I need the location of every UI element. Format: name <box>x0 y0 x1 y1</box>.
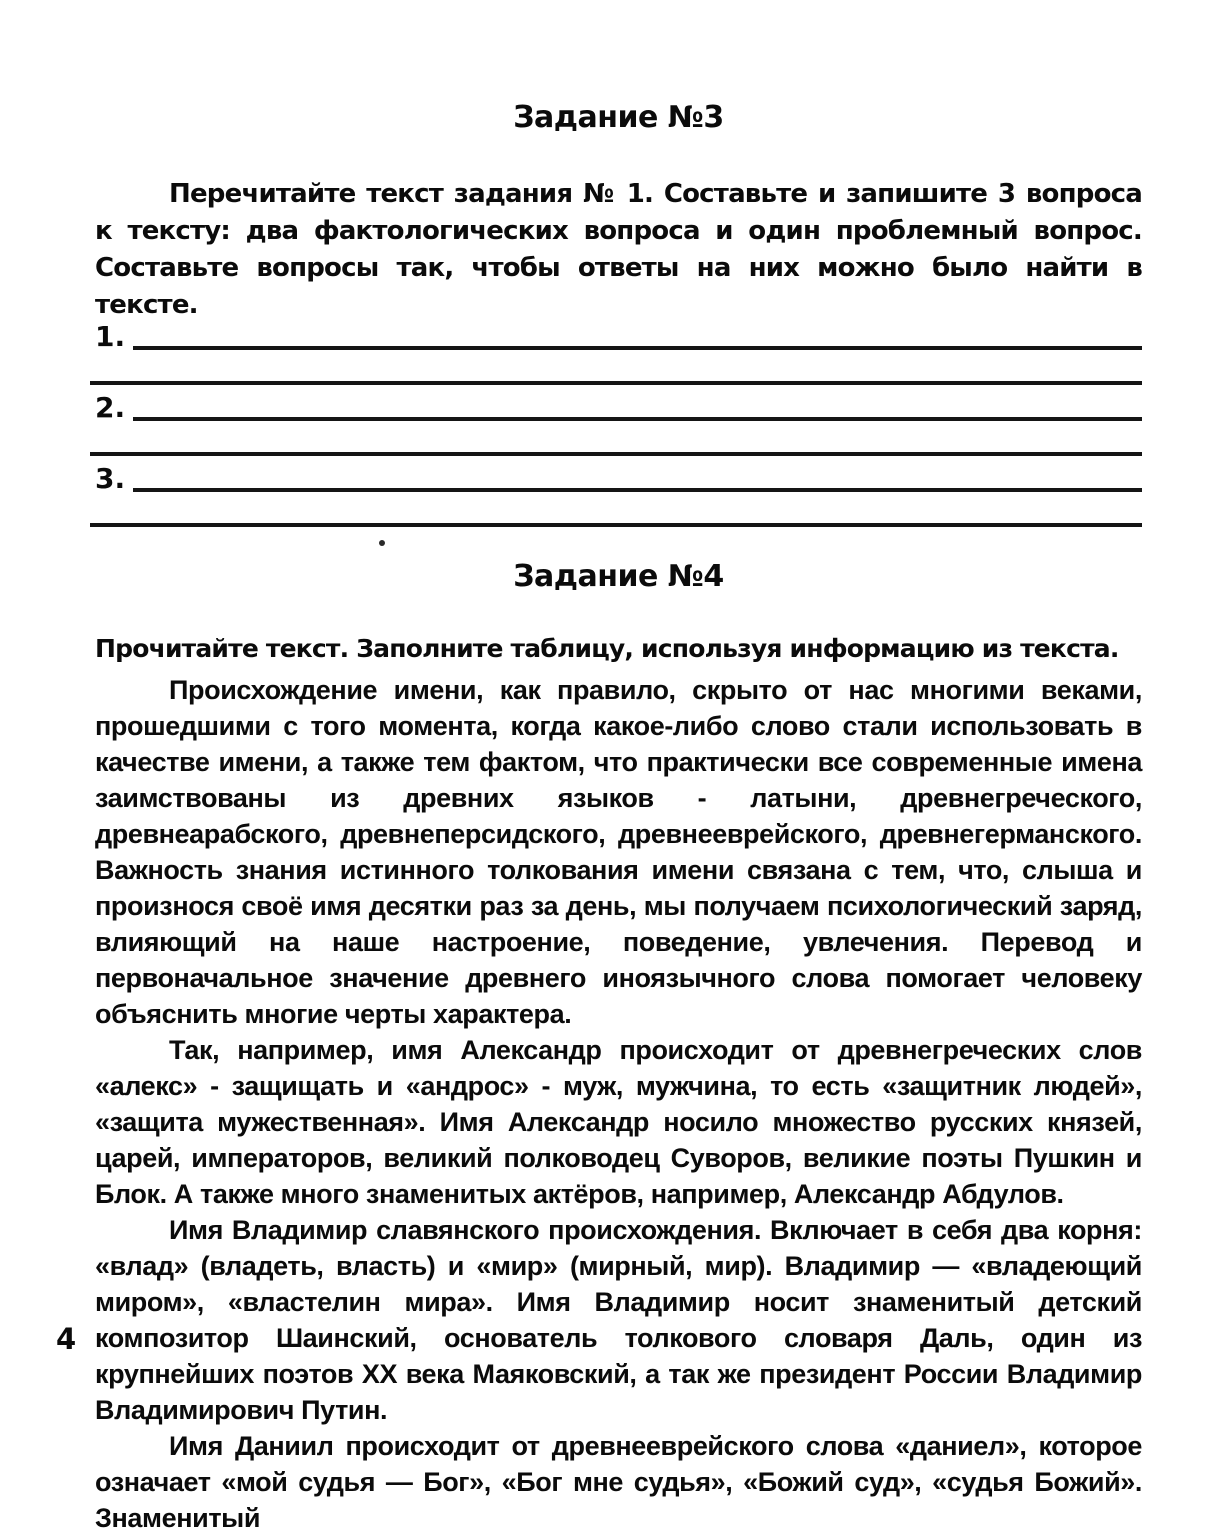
answer-blank-line <box>133 346 1142 350</box>
task4-reading-text <box>95 672 1142 1536</box>
scan-dot <box>379 540 385 546</box>
paragraph-alexander: Так, например, имя Александр происходит от древнегреческих слов «алекс» - защищать и «андрос» - муж, мужчина, то есть «защитник людей», «защита мужественная». Имя Александр носило множество русских князей, царей, императоров, великий полководец Суворов, великие поэты Пушкин и Блок. А также много знаменитых актёров, например, Александр Абдулов. <box>95 1035 1142 1209</box>
task4-instruction: Прочитайте текст. Заполните таблицу, используя информацию из текста. <box>95 634 1119 663</box>
task4-title: Задание №4 <box>513 559 724 594</box>
answer-blank-line <box>90 523 1142 527</box>
answer-blank-line <box>90 381 1142 385</box>
answer-blank-line <box>90 452 1142 456</box>
page-number: 4 <box>56 1322 77 1356</box>
answer-item-3-number: 3. <box>95 462 126 495</box>
answer-item-2-number: 2. <box>95 391 126 424</box>
paragraph-daniil: Имя Даниил происходит от древнееврейского слова «даниел», которое означает «мой судья — Бог», «Бог мне судья», «Божий суд», «судья Божий». Знаменитый <box>95 1431 1142 1533</box>
answer-item-2 <box>95 391 1142 424</box>
paragraph-vladimir: Имя Владимир славянского происхождения. Включает в себя два корня: «влад» (владеть, власть) и «мир» (мирный, мир). Владимир — «владеющий миром», «властелин мира». Имя Владимир носит знаменитый детский композитор Шаинский, основатель толкового словаря Даль, один из крупнейших поэтов XX века Маяковский, а так же президент России Владимир Владимирович Путин. <box>95 1215 1142 1425</box>
answer-item-1 <box>95 320 1142 353</box>
paragraph-origin-of-names: Происхождение имени, как правило, скрыто от нас многими веками, прошедшими с того момента, когда какое-либо слово стали использовать в качестве имени, а также тем фактом, что практически все современные имена заимствованы из древних языков - латыни, древнегреческого, древнеарабского, древнеперсидского, древнееврейского, древнегерманского. Важность знания истинного толкования имени связана с тем, что, слыша и произнося своё имя десятки раз за день, мы получаем психологический заряд, влияющий на наше настроение, поведение, увлечения. Перевод и первоначальное значение древнего иноязычного слова помогает человеку объяснить многие черты характера. <box>95 675 1142 1029</box>
task3-answer-blanks <box>95 320 1142 527</box>
answer-item-3 <box>95 462 1142 495</box>
answer-blank-line <box>133 417 1142 421</box>
task3-title: Задание №3 <box>513 100 724 135</box>
answer-blank-line <box>133 488 1142 492</box>
task3-instruction: Перечитайте текст задания № 1. Составьте и запишите 3 вопроса к тексту: два фактологических вопроса и один проблемный вопрос. Составьте вопросы так, чтобы ответы на них можно было найти в тексте. <box>95 179 1142 320</box>
answer-item-1-number: 1. <box>95 320 126 353</box>
